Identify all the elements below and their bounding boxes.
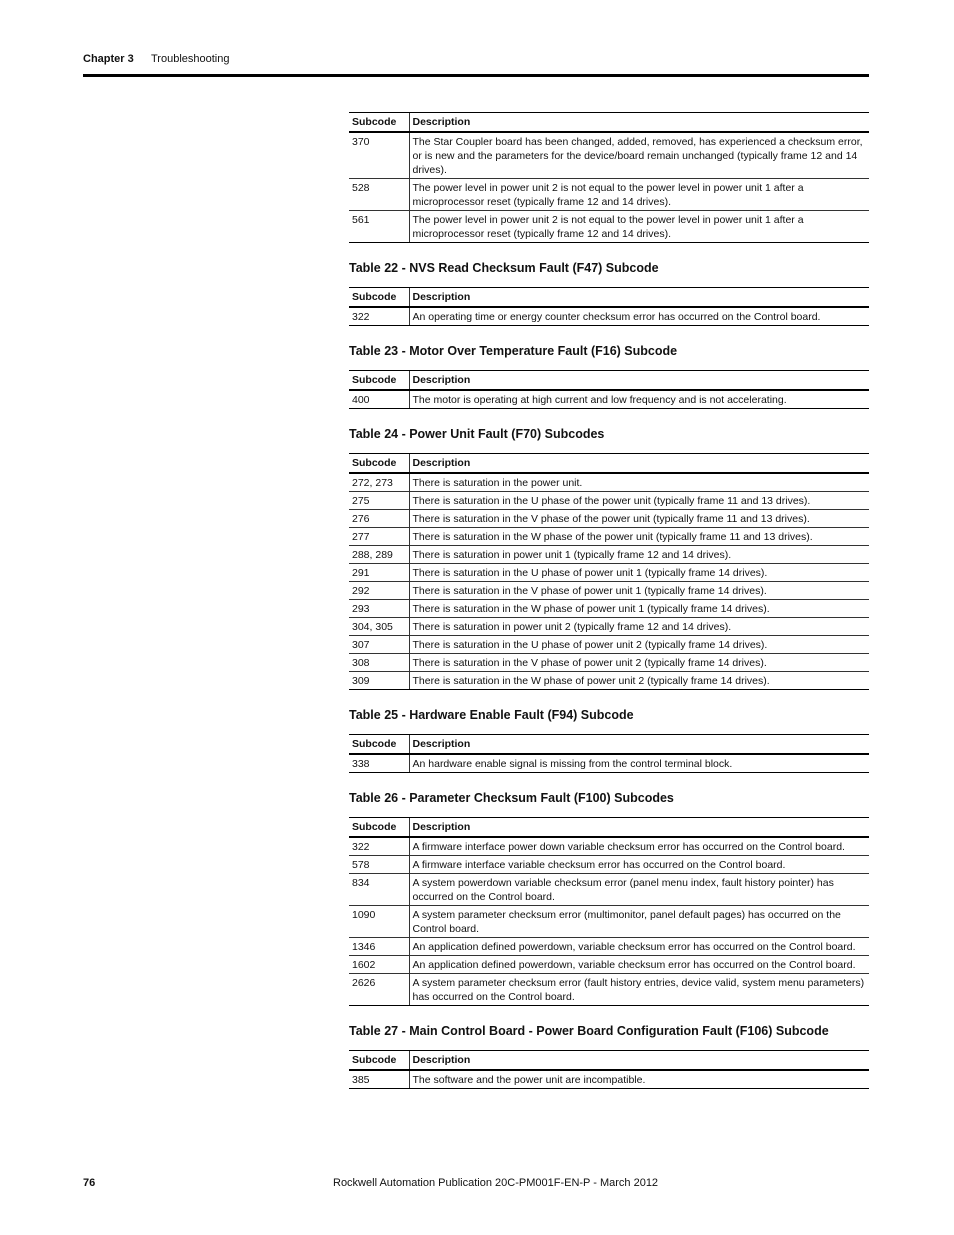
subcode-cell: 385 [349,1070,409,1089]
table-title: Table 23 - Motor Over Temperature Fault (F16) Subcode [349,344,678,358]
subcode-cell: 561 [349,211,409,243]
description-cell: There is saturation in the U phase of power unit 1 (typically frame 14 drives). [409,564,869,582]
subcode-cell: 400 [349,390,409,409]
column-header-description: Description [409,818,869,838]
table-row [349,636,869,654]
section-label: Troubleshooting [151,53,230,65]
table-row [349,473,869,492]
description-cell: There is saturation in the W phase of power unit 1 (typically frame 14 drives). [409,600,869,618]
subcode-cell: 277 [349,528,409,546]
table-row [349,672,869,690]
table-row [349,1070,869,1089]
subcode-table [349,1050,869,1089]
column-header-description: Description [409,371,869,391]
page-footer [83,1177,869,1193]
table-row [349,546,869,564]
description-cell: There is saturation in the W phase of power unit 2 (typically frame 14 drives). [409,672,869,690]
table-row [349,837,869,856]
table-row [349,564,869,582]
subcode-cell: 304, 305 [349,618,409,636]
subcode-cell: 272, 273 [349,473,409,492]
table-header-row [349,454,869,474]
table-row [349,938,869,956]
column-header-description: Description [409,113,869,133]
table-title: Table 25 - Hardware Enable Fault (F94) Subcode [349,708,634,722]
description-cell: An operating time or energy counter checksum error has occurred on the Control board. [409,307,869,326]
subcode-cell: 308 [349,654,409,672]
description-cell: There is saturation in the W phase of the power unit (typically frame 11 and 13 drives). [409,528,869,546]
subcode-cell: 275 [349,492,409,510]
subcode-cell: 307 [349,636,409,654]
table-row [349,528,869,546]
page-header [83,53,869,73]
table-header-row [349,113,869,133]
column-header-description: Description [409,454,869,474]
description-cell: An hardware enable signal is missing from the control terminal block. [409,754,869,773]
subcode-table [349,734,869,773]
column-header-subcode: Subcode [349,735,409,755]
subcode-cell: 288, 289 [349,546,409,564]
column-header-subcode: Subcode [349,113,409,133]
description-cell: A firmware interface variable checksum error has occurred on the Control board. [409,856,869,874]
table-row [349,654,869,672]
subcode-cell: 1346 [349,938,409,956]
description-cell: There is saturation in the U phase of the power unit (typically frame 11 and 13 drives). [409,492,869,510]
table-row [349,754,869,773]
description-cell: A firmware interface power down variable checksum error has occurred on the Control board. [409,837,869,856]
table-title: Table 22 - NVS Read Checksum Fault (F47) Subcode [349,261,659,275]
subcode-cell: 1090 [349,906,409,938]
subcode-table [349,817,869,1006]
table-row [349,510,869,528]
column-header-subcode: Subcode [349,454,409,474]
subcode-cell: 309 [349,672,409,690]
description-cell: A system parameter checksum error (fault history entries, device valid, system menu parameters) has occurred on the Control board. [409,974,869,1006]
table-header-row [349,735,869,755]
description-cell: A system powerdown variable checksum error (panel menu index, fault history pointer) has occurred on the Control board. [409,874,869,906]
table-row [349,906,869,938]
description-cell: There is saturation in the V phase of power unit 2 (typically frame 14 drives). [409,654,869,672]
subcode-cell: 322 [349,307,409,326]
subcode-cell: 292 [349,582,409,600]
description-cell: There is saturation in the U phase of power unit 2 (typically frame 14 drives). [409,636,869,654]
header-rule [83,74,869,77]
column-header-subcode: Subcode [349,288,409,308]
table-row [349,974,869,1006]
table-row [349,618,869,636]
table-row [349,132,869,179]
subcode-cell: 1602 [349,956,409,974]
subcode-cell: 834 [349,874,409,906]
subcode-cell: 293 [349,600,409,618]
table-row [349,956,869,974]
subcode-cell: 291 [349,564,409,582]
column-header-subcode: Subcode [349,371,409,391]
table-row [349,582,869,600]
description-cell: There is saturation in the V phase of the power unit (typically frame 11 and 13 drives). [409,510,869,528]
subcode-cell: 322 [349,837,409,856]
page-number: 76 [83,1177,96,1189]
description-cell: The software and the power unit are incompatible. [409,1070,869,1089]
description-cell: The power level in power unit 2 is not equal to the power level in power unit 1 after a microprocessor reset (typically frame 12 and 14 drives). [409,211,869,243]
column-header-description: Description [409,735,869,755]
table-title: Table 24 - Power Unit Fault (F70) Subcodes [349,427,605,441]
table-row [349,492,869,510]
table-header-row [349,288,869,308]
table-header-row [349,371,869,391]
publication-info: Rockwell Automation Publication 20C-PM001F-EN-P - March 2012 [333,1177,659,1189]
description-cell: The Star Coupler board has been changed, added, removed, has experienced a checksum error, or is new and the parameters for the device/board remain unchanged (typically frame 12 and 14 drives). [409,132,869,179]
description-cell: A system parameter checksum error (multimonitor, panel default pages) has occurred on the Control board. [409,906,869,938]
description-cell: There is saturation in the V phase of power unit 1 (typically frame 14 drives). [409,582,869,600]
subcode-cell: 276 [349,510,409,528]
subcode-table [349,112,869,243]
column-header-subcode: Subcode [349,818,409,838]
subcode-cell: 2626 [349,974,409,1006]
column-header-description: Description [409,1051,869,1071]
table-row [349,874,869,906]
column-header-subcode: Subcode [349,1051,409,1071]
table-row [349,856,869,874]
table-header-row [349,1051,869,1071]
subcode-table [349,287,869,326]
subcode-table [349,453,869,690]
description-cell: There is saturation in power unit 1 (typically frame 12 and 14 drives). [409,546,869,564]
description-cell: An application defined powerdown, variable checksum error has occurred on the Control board. [409,956,869,974]
table-title: Table 27 - Main Control Board - Power Board Configuration Fault (F106) Subcode [349,1024,829,1038]
table-row [349,211,869,243]
table-row [349,390,869,409]
description-cell: The power level in power unit 2 is not equal to the power level in power unit 1 after a microprocessor reset (typically frame 12 and 14 drives). [409,179,869,211]
table-header-row [349,818,869,838]
subcode-cell: 338 [349,754,409,773]
description-cell: The motor is operating at high current and low frequency and is not accelerating. [409,390,869,409]
tables-content [349,112,869,1089]
table-row [349,307,869,326]
subcode-cell: 528 [349,179,409,211]
table-row [349,179,869,211]
chapter-label: Chapter 3 [83,53,134,65]
description-cell: There is saturation in the power unit. [409,473,869,492]
subcode-cell: 370 [349,132,409,179]
column-header-description: Description [409,288,869,308]
table-title: Table 26 - Parameter Checksum Fault (F100) Subcodes [349,791,674,805]
description-cell: An application defined powerdown, variable checksum error has occurred on the Control board. [409,938,869,956]
description-cell: There is saturation in power unit 2 (typically frame 12 and 14 drives). [409,618,869,636]
subcode-table [349,370,869,409]
subcode-cell: 578 [349,856,409,874]
table-row [349,600,869,618]
